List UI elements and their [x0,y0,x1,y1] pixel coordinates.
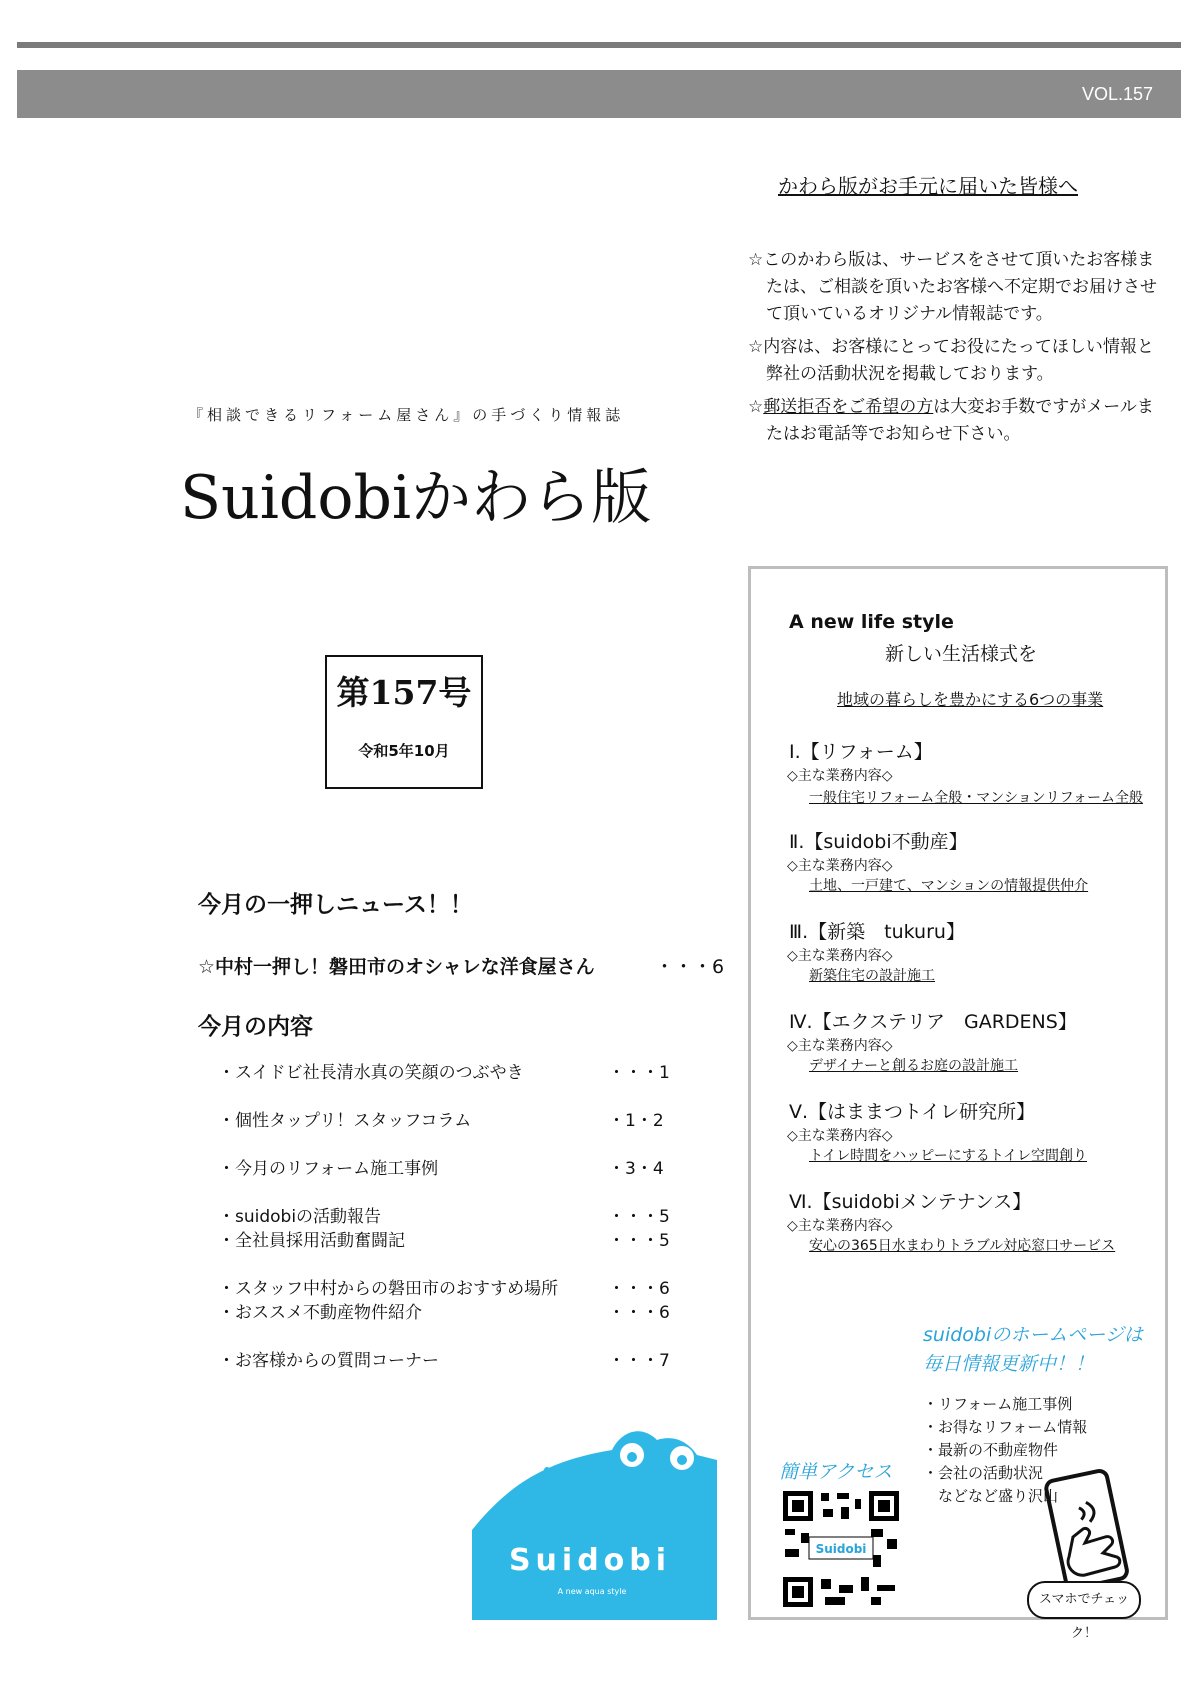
sidebar-japanese-slogan: 新しい生活様式を [885,643,1038,665]
notice-block [748,247,1168,448]
business-title: Ⅴ.【はままつトイレ研究所】 [789,1101,1036,1123]
business-title: Ⅰ.【リフォーム】 [789,741,933,763]
homepage-promo-line-1: suidobiのホームページは [923,1324,1143,1346]
toc-item: ・全社員採用活動奮闘記 [218,1231,405,1251]
toc-item: ・個性タップリ！スタッフコラム [218,1111,472,1131]
toc-page: ・・・6 [608,1303,670,1323]
service-item: ・リフォーム施工事例 [923,1395,1073,1413]
issue-date: 令和5年10月 [358,742,450,760]
notice-paragraph-3: ☆郵送拒否をご希望の方は大変お手数ですがメールまたはお電話等でお知らせ下さい。 [748,397,1154,444]
news-item: ☆中村一押し！磐田市のオシャレな洋食屋さん [198,956,595,978]
mascot-slogan: A new aqua style [557,1587,627,1596]
business-subtitle: ◇主な業務内容◇ [787,1038,893,1054]
easy-access-label: 簡単アクセス [779,1461,893,1483]
homepage-promo [923,1321,1143,1379]
toc-page: ・・・1 [608,1063,670,1083]
business-subtitle: ◇主な業務内容◇ [787,858,893,874]
business-subtitle: ◇主な業務内容◇ [787,1128,893,1144]
service-item: などなど盛り沢山 [923,1487,1059,1505]
business-description: 一般住宅リフォーム全般・マンションリフォーム全般 [809,790,1143,806]
toc-item: ・お客様からの質問コーナー [218,1351,439,1371]
business-title: Ⅱ.【suidobi不動産】 [789,831,968,853]
toc-item: ・おススメ不動産物件紹介 [218,1303,422,1323]
business-title: Ⅳ.【エクステリア GARDENS】 [789,1011,1077,1033]
qr-code[interactable] [781,1489,901,1609]
issue-number: 第157号 [336,673,472,712]
business-description: 新築住宅の設計施工 [809,968,935,984]
news-page: ・・・6 [655,956,725,978]
service-item: ・お得なリフォーム情報 [923,1418,1088,1436]
qr-label: Suidobi [815,1542,867,1556]
business-description: 安心の365日水まわりトラブル対応窓口サービス [809,1238,1116,1254]
business-title: Ⅲ.【新築 tukuru】 [789,921,965,943]
toc-page: ・・・7 [608,1351,670,1371]
business-title: Ⅵ.【suidobiメンテナンス】 [789,1191,1032,1213]
smartphone-check-badge: スマホでチェック！ [1027,1581,1141,1619]
mascot-pupil-left [627,1452,637,1462]
volume-label: VOL.157 [1081,84,1153,104]
notice-underline-1: 郵送拒否をご希望の方 [763,397,934,417]
business-subtitle: ◇主な業務内容◇ [787,1218,893,1234]
service-item: ・最新の不動産物件 [923,1441,1059,1459]
toc-item: ・suidobiの活動報告 [218,1207,382,1227]
business-description: 土地、一戸建て、マンションの情報提供仲介 [809,878,1089,894]
top-rule [17,42,1181,48]
news-heading: 今月の一押しニュース！！ [198,892,473,918]
toc-item: ・今月のリフォーム施工事例 [218,1159,439,1179]
service-item: ・会社の活動状況 [923,1464,1044,1482]
business-subtitle: ◇主な業務内容◇ [787,768,893,784]
tagline: 『相談できるリフォーム屋さん』の手づくり情報誌 [188,406,625,424]
toc-page: ・・・6 [608,1279,670,1299]
business-sidebar [748,566,1168,1641]
toc-item: ・スイドビ社長清水真の笑顔のつぶやき [218,1063,524,1083]
issue-box [325,655,483,789]
toc-page: ・・・5 [608,1207,670,1227]
mascot-logo [472,1420,717,1620]
business-description: デザイナーと創るお庭の設計施工 [809,1058,1019,1074]
notice-paragraph-1: ☆このかわら版は、サービスをさせて頂いたお客様または、ご相談を頂いたお客様へ不定期でお届けさせて頂いているオリジナル情報誌です。 [748,250,1157,324]
notice-title: かわら版がお手元に届いた皆様へ [778,174,1078,198]
business-subtitle: ◇主な業務内容◇ [787,948,893,964]
masthead-title: Suidobiかわら版 [180,463,652,533]
mascot-pupil-right [677,1455,687,1465]
sidebar-six-business: 地域の暮らしを豊かにする6つの事業 [837,690,1104,709]
toc-page: ・3・4 [608,1159,664,1179]
mascot-logo-text: Suidobi [508,1543,672,1578]
business-description: トイレ時間をハッピーにするトイレ空間創り [809,1148,1088,1164]
toc-page: ・1・2 [608,1111,664,1131]
header-bar [17,70,1181,118]
sidebar-english-slogan: A new life style [789,611,954,633]
contents-heading: 今月の内容 [198,1014,313,1040]
notice-text-2: 大変お手数ですがメールまたはお電話等でお知らせ下さい。 [766,397,1154,444]
notice-paragraph-2: ☆内容は、お客様にとってお役にたってほしい情報と弊社の活動状況を掲載しております。 [748,337,1154,384]
homepage-promo-line-2: 毎日情報更新中！！ [923,1353,1095,1375]
toc-page: ・・・5 [608,1231,670,1251]
toc-item: ・スタッフ中村からの磐田市のおすすめ場所 [218,1279,559,1299]
